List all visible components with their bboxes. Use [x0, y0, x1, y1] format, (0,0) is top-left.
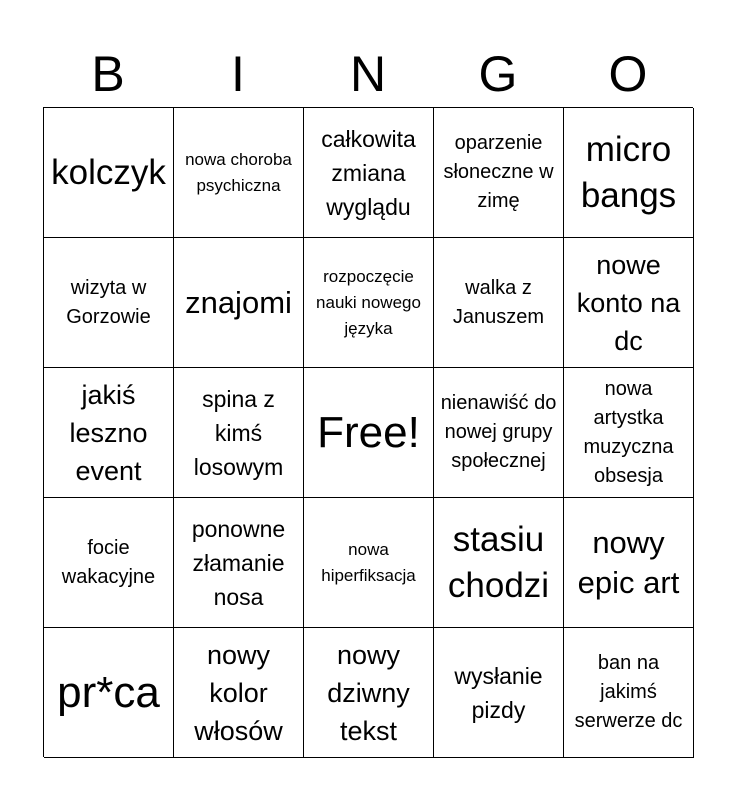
bingo-cell[interactable]: nowy dziwny tekst	[304, 628, 434, 758]
bingo-cell[interactable]: jakiś leszno event	[44, 368, 174, 498]
bingo-header	[43, 40, 693, 108]
header-letter-o: O	[608, 46, 648, 102]
bingo-cell[interactable]: walka z Januszem	[434, 238, 564, 368]
bingo-cell[interactable]: wizyta w Gorzowie	[44, 238, 174, 368]
bingo-cell[interactable]: stasiu chodzi	[434, 498, 564, 628]
bingo-cell[interactable]: pr*ca	[44, 628, 174, 758]
bingo-cell[interactable]: focie wakacyjne	[44, 498, 174, 628]
bingo-cell[interactable]: nienawiść do nowej grupy społecznej	[434, 368, 564, 498]
header-letter-i: I	[231, 46, 245, 102]
bingo-cell[interactable]: ponowne złamanie nosa	[174, 498, 304, 628]
bingo-cell[interactable]: wysłanie pizdy	[434, 628, 564, 758]
bingo-cell[interactable]: nowe konto na dc	[564, 238, 694, 368]
bingo-cell[interactable]: nowa hiperfiksacja	[304, 498, 434, 628]
bingo-cell[interactable]: znajomi	[174, 238, 304, 368]
bingo-cell[interactable]: nowy kolor włosów	[174, 628, 304, 758]
bingo-cell[interactable]: rozpoczęcie nauki nowego języka	[304, 238, 434, 368]
header-letter-n: N	[349, 46, 387, 102]
bingo-board	[43, 107, 693, 757]
bingo-cell[interactable]: micro bangs	[564, 108, 694, 238]
free-space-cell[interactable]: Free!	[304, 368, 434, 498]
bingo-cell[interactable]: spina z kimś losowym	[174, 368, 304, 498]
bingo-cell[interactable]: całkowita zmiana wyglądu	[304, 108, 434, 238]
header-letter-b: B	[91, 46, 125, 102]
header-letter-g: G	[478, 46, 518, 102]
bingo-cell[interactable]: nowy epic art	[564, 498, 694, 628]
bingo-cell[interactable]: nowa choroba psychiczna	[174, 108, 304, 238]
bingo-cell[interactable]: oparzenie słoneczne w zimę	[434, 108, 564, 238]
bingo-cell[interactable]: nowa artystka muzyczna obsesja	[564, 368, 694, 498]
bingo-cell[interactable]: ban na jakimś serwerze dc	[564, 628, 694, 758]
bingo-cell[interactable]: kolczyk	[44, 108, 174, 238]
